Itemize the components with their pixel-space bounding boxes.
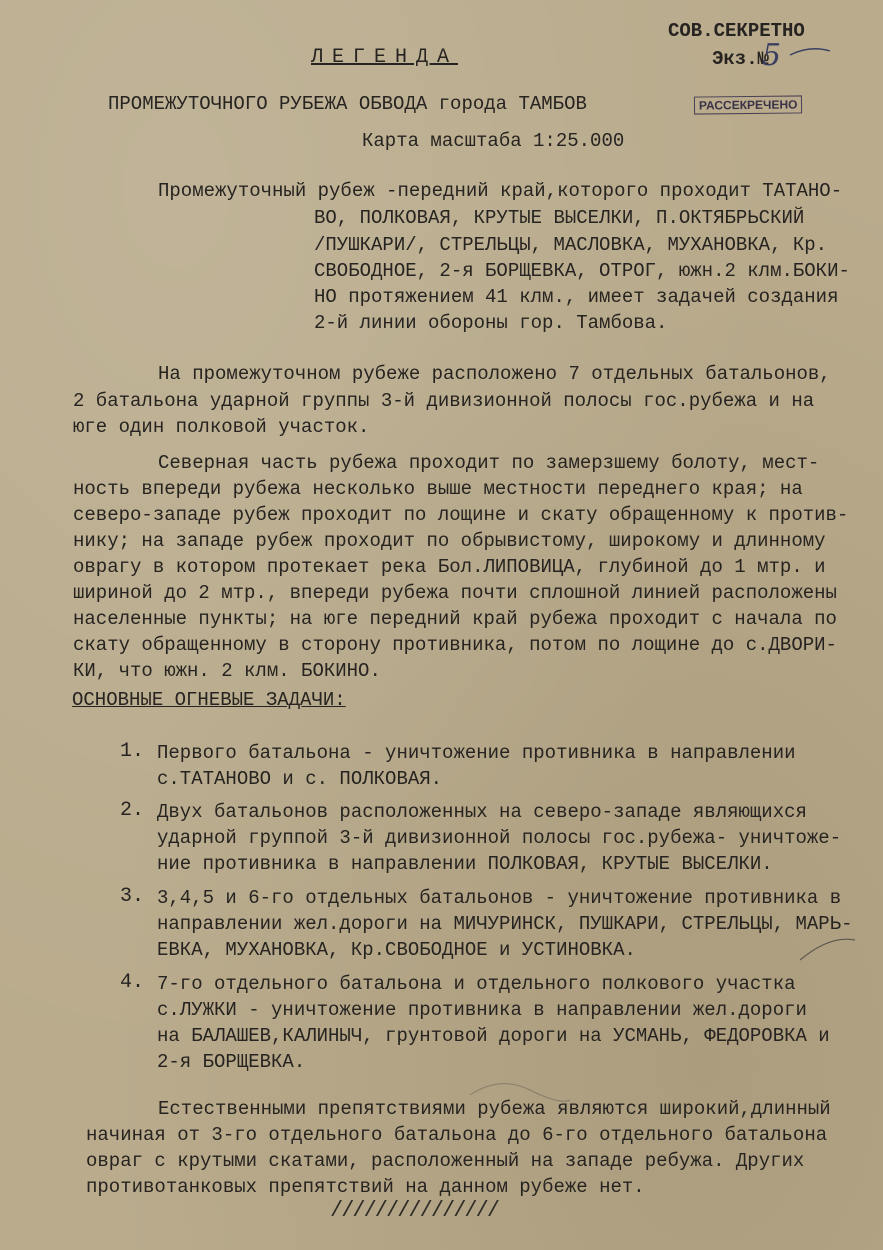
- pencil-stroke: [470, 1084, 570, 1102]
- text-line: ВО, ПОЛКОВАЯ, КРУТЫЕ ВЫСЕЛКИ, П.ОКТЯБРЬСКИЙ: [314, 207, 805, 229]
- ink-stroke: [790, 49, 830, 55]
- text-line: Промежуточный рубеж -передний край,которого проходит ТАТАНО-: [158, 180, 843, 202]
- fire-tasks-heading: ОСНОВНЫЕ ОГНЕВЫЕ ЗАДАЧИ:: [72, 689, 346, 711]
- document-title: ЛЕГЕНДА: [311, 46, 459, 69]
- text-line: на БАЛАШЕВ,КАЛИНЫЧ, грунтовой дороги на УСМАНЬ, ФЕДОРОВКА и: [157, 1025, 830, 1047]
- task-number: 1.: [120, 740, 145, 763]
- text-line: Северная часть рубежа проходит по замерзшему болоту, мест-: [158, 452, 820, 474]
- text-line: нику; на западе рубеж проходит по обрывистому, широкому и длинному: [73, 530, 826, 552]
- text-line: СВОБОДНОЕ, 2-я БОРЩЕВКА, ОТРОГ, южн.2 клм.БОКИ-: [314, 260, 850, 282]
- classification-mark: СОВ.СЕКРЕТНО: [668, 20, 805, 42]
- text-line: с.ЛУЖКИ - уничтожение противника в направлении жел.дороги: [157, 999, 807, 1021]
- text-line: населенные пункты; на юге передний край рубежа проходит с начала по: [73, 608, 837, 630]
- pencil-stroke: [800, 939, 855, 960]
- end-mark: ///////////////: [330, 1198, 499, 1223]
- text-line: шириной до 2 мтр., впереди рубежа почти сплошной линией расположены: [73, 582, 837, 604]
- text-line: Первого батальона - уничтожение противника в направлении: [157, 742, 796, 764]
- text-line: северо-западе рубеж проходит по лощине и скату обращенному к против-: [73, 504, 849, 526]
- text-line: ность впереди рубежа несколько выше местности переднего края; на: [73, 478, 803, 500]
- text-line: Естественными препятствиями рубежа являются широкий,длинный: [158, 1098, 831, 1120]
- task-number: 4.: [120, 971, 145, 994]
- text-line: оврагу в котором протекает река Бол.ЛИПОВИЦА, глубиной до 1 мтр. и: [73, 556, 826, 578]
- text-line: противотанковых препятствий на данном рубеже нет.: [86, 1176, 645, 1198]
- map-scale: Карта масштаба 1:25.000: [362, 130, 625, 152]
- text-line: Двух батальонов расположенных на северо-западе являющихся: [157, 801, 807, 823]
- text-line: овраг с крутыми скатами, расположенный на западе ребужа. Других: [86, 1150, 805, 1172]
- text-line: ние противника в направлении ПОЛКОВАЯ, КРУТЫЕ ВЫСЕЛКИ.: [157, 853, 773, 875]
- text-line: КИ, что южн. 2 клм. БОКИНО.: [73, 660, 381, 682]
- text-line: ударной группой 3-й дивизионной полосы гос.рубежа- уничтоже-: [157, 827, 842, 849]
- text-line: юге один полковой участок.: [73, 416, 370, 438]
- text-line: 2-й линии обороны гор. Тамбова.: [314, 312, 668, 334]
- text-line: с.ТАТАНОВО и с. ПОЛКОВАЯ.: [157, 768, 443, 790]
- declassified-stamp: РАССЕКРЕЧЕНО: [694, 95, 803, 114]
- task-number: 2.: [120, 799, 145, 822]
- text-line: 7-го отдельного батальона и отдельного полкового участка: [157, 973, 796, 995]
- text-line: На промежуточном рубеже расположено 7 отдельных батальонов,: [158, 363, 831, 385]
- copy-number: 5: [762, 38, 782, 73]
- text-line: НО протяжением 41 клм., имеет задачей создания: [314, 286, 839, 308]
- document-subtitle: ПРОМЕЖУТОЧНОГО РУБЕЖА ОБВОДА города ТАМБОВ: [108, 93, 587, 115]
- text-line: /ПУШКАРИ/, СТРЕЛЬЦЫ, МАСЛОВКА, МУХАНОВКА, Кр.: [314, 234, 828, 256]
- text-line: скату обращенному в сторону противника, потом по лощине до с.ДВОРИ-: [73, 634, 837, 656]
- text-line: направлении жел.дороги на МИЧУРИНСК, ПУШКАРИ, СТРЕЛЬЦЫ, МАРЬ-: [157, 913, 853, 935]
- task-number: 3.: [120, 885, 145, 908]
- text-line: 3,4,5 и 6-го отдельных батальонов - уничтожение противника в: [157, 887, 842, 909]
- text-line: начиная от 3-го отдельного батальона до 6-го отдельного батальона: [86, 1124, 828, 1146]
- text-line: 2-я БОРЩЕВКА.: [157, 1051, 306, 1073]
- text-line: 2 батальона ударной группы 3-й дивизионной полосы гос.рубежа и на: [73, 390, 815, 412]
- text-line: ЕВКА, МУХАНОВКА, Кр.СВОБОДНОЕ и УСТИНОВКА.: [157, 939, 636, 961]
- copy-label: Экз.№: [712, 48, 770, 70]
